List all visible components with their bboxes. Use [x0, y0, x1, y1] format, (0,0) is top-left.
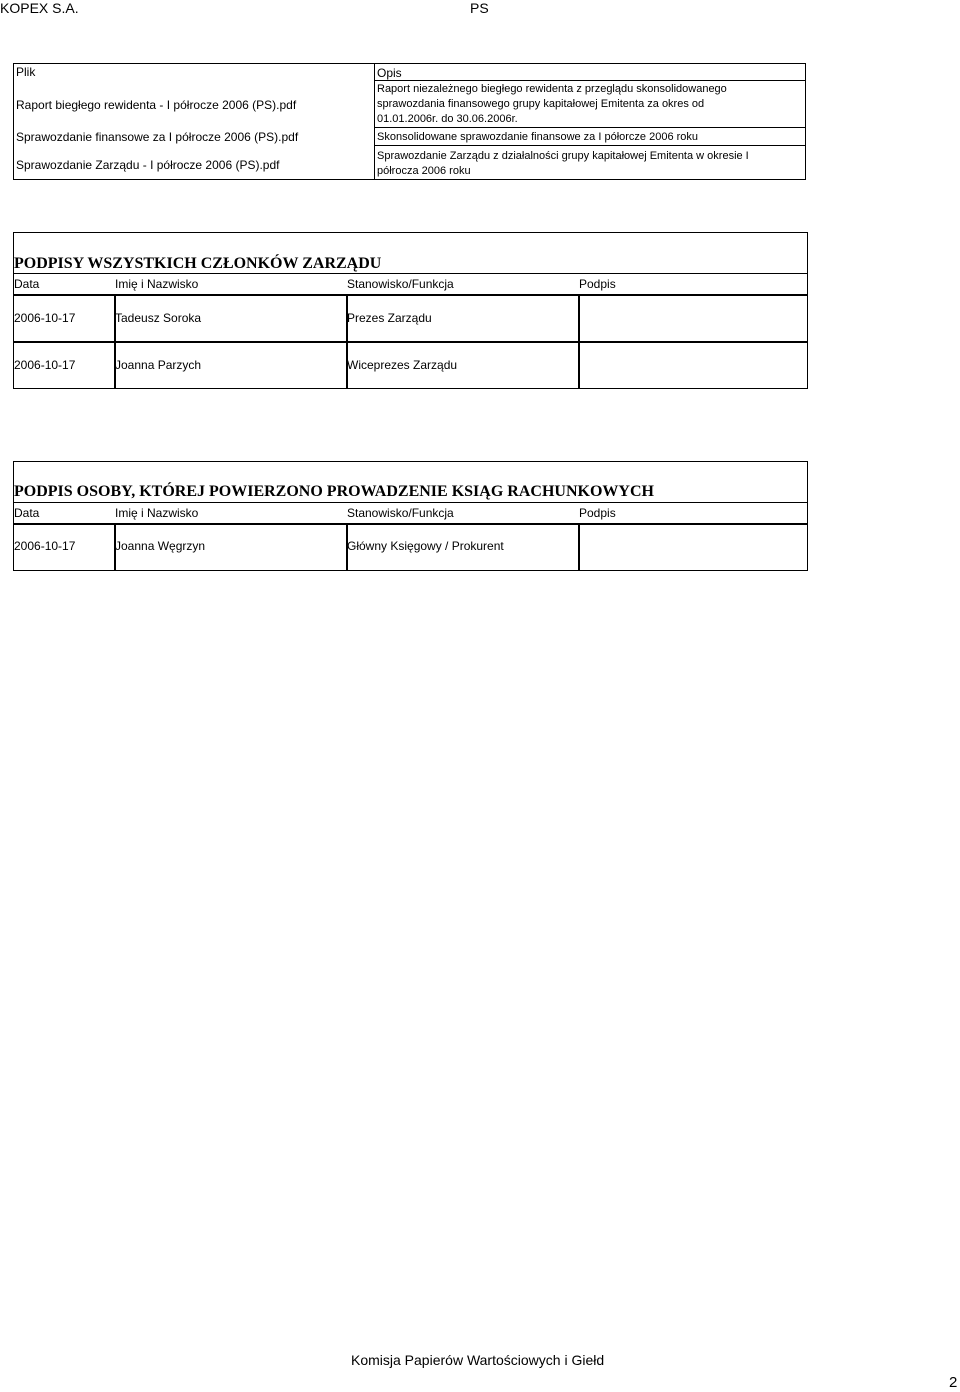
board-row-1-name: Tadeusz Soroka: [115, 311, 202, 325]
board-header-signature: Podpis: [579, 277, 616, 291]
page-number: 2: [949, 1374, 958, 1391]
board-row-1-date: 2006-10-17: [14, 311, 76, 325]
file-desc-audit-report: Raport niezależnego biegłego rewidenta z przeglądu skonsolidowanego sprawozdania finansowego grupy kapitałowej Emitenta za okres od 01.01.2006r. do 30.06.2006r.: [377, 83, 727, 125]
accountant-header-name: Imię i Nazwisko: [115, 506, 199, 520]
file-link-management-report[interactable]: Sprawozdanie Zarządu - I półrocze 2006 (PS).pdf: [16, 158, 280, 172]
board-row-2-date: 2006-10-17: [14, 358, 76, 372]
accountant-signature-table: [13, 461, 808, 571]
files-table: [13, 63, 806, 180]
files-column-divider: [374, 64, 375, 179]
file-link-audit-report[interactable]: Raport biegłego rewidenta - I półrocze 2006 (PS).pdf: [16, 98, 297, 112]
accountant-header-date: Data: [14, 506, 40, 520]
board-row-1-position: Prezes Zarządu: [347, 311, 432, 325]
accountant-header-signature: Podpis: [579, 506, 616, 520]
file-desc-financial-statement: Skonsolidowane sprawozdanie finansowe za I półorcze 2006 roku: [377, 131, 699, 143]
board-signatures-title: PODPISY WSZYSTKICH CZŁONKÓW ZARZĄDU: [14, 255, 382, 272]
report-type: PS: [470, 0, 489, 16]
accountant-row-1-position: Główny Księgowy / Prokurent: [347, 539, 504, 553]
accountant-signature-title: PODPIS OSOBY, KTÓREJ POWIERZONO PROWADZENIE KSIĄG RACHUNKOWYCH: [14, 483, 654, 500]
footer-organization: Komisja Papierów Wartościowych i Giełd: [351, 1352, 605, 1368]
board-header-name: Imię i Nazwisko: [115, 277, 199, 291]
files-header-desc: Opis: [377, 66, 402, 80]
files-header-file: Plik: [16, 65, 36, 79]
board-header-position: Stanowisko/Funkcja: [347, 277, 454, 291]
board-row-2-position: Wiceprezes Zarządu: [347, 358, 458, 372]
accountant-row-1-date: 2006-10-17: [14, 539, 76, 553]
file-desc-management-report: Sprawozdanie Zarządu z działalności grupy kapitałowej Emitenta w okresie I półrocza 2006 roku: [377, 150, 749, 177]
board-header-date: Data: [14, 277, 40, 291]
board-row-2-name: Joanna Parzych: [115, 358, 202, 372]
accountant-header-position: Stanowisko/Funkcja: [347, 506, 454, 520]
board-signatures-table: [13, 232, 808, 389]
file-link-financial-statement[interactable]: Sprawozdanie finansowe za I półrocze 2006 (PS).pdf: [16, 130, 299, 144]
accountant-row-1-name: Joanna Węgrzyn: [115, 539, 206, 553]
company-name: KOPEX S.A.: [0, 0, 79, 16]
